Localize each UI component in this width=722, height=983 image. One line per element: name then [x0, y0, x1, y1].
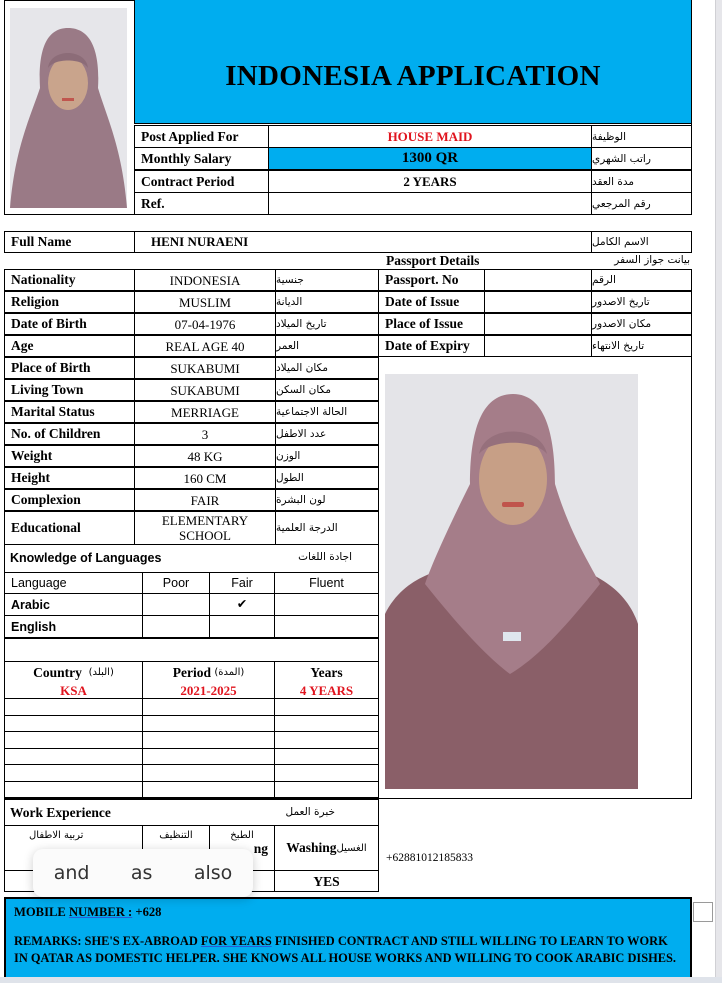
personal-label-arabic: الديانة — [275, 291, 379, 313]
passport-title: Passport Details — [386, 253, 480, 268]
suggestion-as[interactable]: as — [130, 862, 153, 884]
experience-empty-cell — [142, 748, 275, 766]
passport-title-arabic: بيانت جواز السفر — [614, 254, 690, 266]
passport-label: Passport. No — [378, 269, 485, 291]
job-label-arabic: راتب الشهري — [591, 147, 692, 170]
header-banner — [134, 0, 692, 124]
applicant-photo-full — [385, 374, 638, 789]
personal-label-arabic: مكان الميلاد — [275, 357, 379, 379]
passport-label: Place of Issue — [378, 313, 485, 335]
personal-label-arabic: لون البشرة — [275, 489, 379, 511]
person-portrait-icon — [10, 8, 127, 208]
skill-arabic: الطبخ — [230, 830, 254, 841]
job-label-arabic: مدة العقد — [591, 170, 692, 193]
passport-label-arabic: تاريخ الانتهاء — [591, 335, 692, 357]
personal-value: FAIR — [134, 489, 276, 511]
personal-value: 160 CM — [134, 467, 276, 489]
person-full-icon — [385, 374, 638, 789]
personal-label: Date of Birth — [4, 313, 135, 335]
skill-arabic: تربية الاطفال — [29, 830, 84, 841]
mobile-label-underlined: NUMBER : — [68, 905, 133, 919]
language-level-cell — [209, 615, 275, 638]
language-header: Poor — [142, 572, 210, 594]
personal-value: MUSLIM — [134, 291, 276, 313]
suggestion-and[interactable]: and — [53, 862, 90, 884]
personal-label: Weight — [4, 445, 135, 467]
language-header: Fluent — [274, 572, 379, 594]
languages-title: Knowledge of Languages — [10, 551, 162, 565]
experience-period: 2021-2025 — [142, 682, 275, 699]
word-suggestions-popup — [33, 849, 253, 897]
personal-value: 3 — [134, 423, 276, 445]
personal-label: Age — [4, 335, 135, 357]
margin-box — [693, 902, 713, 922]
language-header: Language — [4, 572, 143, 594]
job-label: Ref. — [134, 192, 269, 215]
personal-value: SUKABUMI — [134, 357, 276, 379]
experience-empty-cell — [4, 731, 143, 749]
remarks-text — [14, 933, 682, 967]
experience-empty-cell — [274, 764, 379, 782]
skill-value: YES — [274, 870, 379, 892]
passport-value — [484, 313, 592, 335]
job-value: 2 YEARS — [268, 170, 592, 193]
passport-value — [484, 291, 592, 313]
personal-value: 07-04-1976 — [134, 313, 276, 335]
experience-empty-cell — [274, 715, 379, 733]
page-title: INDONESIA APPLICATION — [225, 60, 601, 92]
personal-label-arabic: مكان السكن — [275, 379, 379, 401]
horizontal-scrollbar[interactable] — [0, 977, 722, 983]
personal-value: INDONESIA — [134, 269, 276, 291]
language-level-cell — [142, 593, 210, 616]
personal-label: No. of Children — [4, 423, 135, 445]
job-value: HOUSE MAID — [268, 125, 592, 148]
period-header-text: Period — [172, 665, 211, 680]
personal-value: ELEMENTARY SCHOOL — [134, 511, 276, 545]
personal-label: Complexion — [4, 489, 135, 511]
work-experience-title: Work Experience — [10, 805, 111, 820]
skill-english: Washing — [286, 840, 337, 855]
language-level-cell — [274, 593, 379, 616]
applicant-photo-small — [10, 8, 127, 208]
job-label: Contract Period — [134, 170, 269, 193]
remarks-part-2: FINISHED CONTRACT AND STILL WILLING TO LEARN TO WORK IN QATAR AS DOMESTIC HELPER. SHE KNOWS ALL HOUSE WORKS AND WILLING TO COOK ARABIC DISHES. — [14, 934, 677, 965]
experience-empty-cell — [4, 764, 143, 782]
suggestion-also[interactable]: also — [193, 862, 233, 884]
experience-empty-cell — [142, 731, 275, 749]
full-name-label: Full Name — [4, 231, 135, 253]
experience-years: 4 YEARS — [274, 682, 379, 699]
personal-label: Religion — [4, 291, 135, 313]
experience-empty-cell — [4, 748, 143, 766]
experience-empty-cell — [142, 764, 275, 782]
experience-empty-cell — [274, 731, 379, 749]
period-header — [142, 661, 275, 683]
experience-empty-cell — [4, 781, 143, 799]
phone-number: +62881012185833 — [386, 852, 473, 864]
country-header-arabic: (البلد) — [88, 667, 114, 678]
experience-empty-cell — [4, 715, 143, 733]
remarks-part-1: REMARKS: SHE'S EX-ABROAD — [14, 934, 201, 948]
personal-label-arabic: الحالة الاجتماعية — [275, 401, 379, 423]
full-name-value — [134, 231, 592, 253]
personal-value: MERRIAGE — [134, 401, 276, 423]
language-level-cell: ✔ — [209, 593, 275, 616]
passport-label: Date of Issue — [378, 291, 485, 313]
skill-english: ng — [253, 841, 268, 856]
remarks-box — [4, 897, 692, 983]
personal-label: Place of Birth — [4, 357, 135, 379]
language-name: English — [4, 615, 143, 638]
job-label: Monthly Salary — [134, 147, 269, 170]
years-header: Years — [274, 661, 379, 683]
mobile-value: +628 — [132, 905, 162, 919]
personal-label-arabic: تاريخ الميلاد — [275, 313, 379, 335]
experience-empty-cell — [4, 698, 143, 716]
job-label-arabic: الوظيفة — [591, 125, 692, 148]
personal-label-arabic: العمر — [275, 335, 379, 357]
work-experience-title-arabic: خبرة العمل — [285, 806, 335, 818]
passport-label: Date of Expiry — [378, 335, 485, 357]
experience-country: KSA — [4, 682, 143, 699]
personal-label-arabic: جنسية — [275, 269, 379, 291]
personal-label: Living Town — [4, 379, 135, 401]
personal-label-arabic: الطول — [275, 467, 379, 489]
job-value: 1300 QR — [268, 147, 592, 170]
experience-empty-cell — [142, 715, 275, 733]
personal-label: Marital Status — [4, 401, 135, 423]
language-header: Fair — [209, 572, 275, 594]
language-level-cell — [274, 615, 379, 638]
personal-label: Nationality — [4, 269, 135, 291]
passport-value — [484, 269, 592, 291]
skill-arabic: التنظيف — [159, 830, 193, 841]
experience-empty-cell — [142, 698, 275, 716]
mobile-label: MOBILE — [14, 905, 69, 919]
personal-value: 48 KG — [134, 445, 276, 467]
period-header-arabic: (المدة) — [214, 667, 245, 678]
country-header-text: Country — [33, 665, 82, 680]
full-name-text: HENI NURAENI — [151, 234, 249, 249]
personal-label-arabic: الوزن — [275, 445, 379, 467]
passport-value — [484, 335, 592, 357]
languages-spacer-row — [4, 638, 379, 662]
full-name-arabic: الاسم الكامل — [591, 231, 692, 253]
skill-arabic: الغسيل — [336, 842, 367, 854]
experience-empty-cell — [142, 781, 275, 799]
job-label: Post Applied For — [134, 125, 269, 148]
personal-label-arabic: عدد الاطفل — [275, 423, 379, 445]
languages-title-arabic: اجادة اللغات — [298, 551, 352, 563]
country-header — [4, 661, 143, 683]
personal-label: Educational — [4, 511, 135, 545]
personal-value: SUKABUMI — [134, 379, 276, 401]
personal-value: REAL AGE 40 — [134, 335, 276, 357]
remarks-underlined: FOR YEARS — [200, 934, 272, 948]
personal-label: Height — [4, 467, 135, 489]
language-level-cell — [142, 615, 210, 638]
passport-label-arabic: الرقم — [591, 269, 692, 291]
passport-label-arabic: تاريخ الاصدور — [591, 291, 692, 313]
experience-empty-cell — [274, 698, 379, 716]
experience-empty-cell — [274, 748, 379, 766]
language-name: Arabic — [4, 593, 143, 616]
job-value — [268, 192, 592, 215]
vertical-scrollbar[interactable] — [715, 0, 722, 983]
personal-label-arabic: الدرجة العلمية — [275, 511, 379, 545]
passport-label-arabic: مكان الاصدور — [591, 313, 692, 335]
job-label-arabic: رقم المرجعي — [591, 192, 692, 215]
experience-empty-cell — [274, 781, 379, 799]
skill-header — [274, 825, 379, 871]
mobile-line — [14, 904, 682, 921]
